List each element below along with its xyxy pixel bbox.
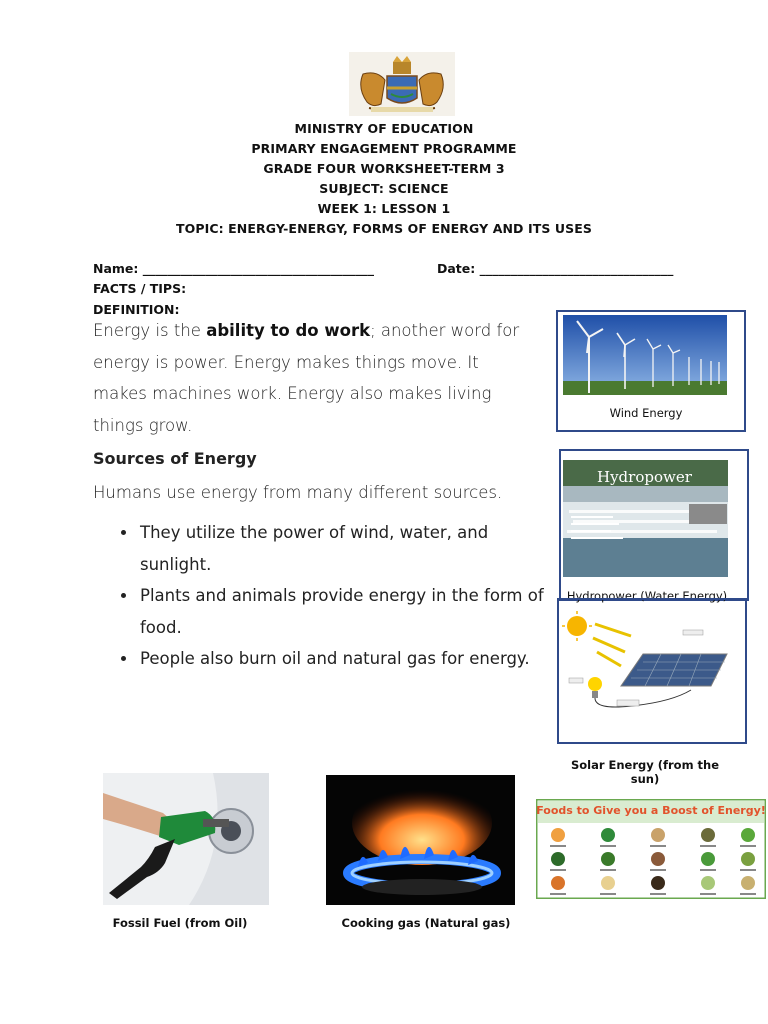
name-field: Name: _____________________________________: [93, 261, 374, 276]
cooking-gas-caption: Cooking gas (Natural gas): [341, 916, 511, 930]
wind-turbines-image: [563, 315, 727, 395]
list-item: • People also burn oil and natural gas for energy.: [138, 643, 558, 675]
sources-intro: Humans use energy from many different sources.: [93, 483, 503, 502]
list-item: • Plants and animals provide energy in the form of food.: [138, 580, 558, 643]
coat-of-arms-logo: [349, 52, 455, 116]
header-programme: PRIMARY ENGAGEMENT PROGRAMME: [251, 141, 517, 156]
header-week-lesson: WEEK 1: LESSON 1: [317, 201, 451, 216]
hydro-title-text: Hydropower: [597, 468, 692, 486]
header-worksheet: GRADE FOUR WORKSHEET-TERM 3: [263, 161, 505, 176]
sources-heading: Sources of Energy: [93, 449, 257, 468]
energy-foods-poster-image: [536, 799, 766, 899]
facts-label: FACTS / TIPS:: [93, 281, 187, 296]
list-item: • They utilize the power of wind, water, and sunlight.: [138, 517, 558, 580]
definition-text-start: Energy is the: [93, 321, 207, 340]
food-poster-title: Foods to Give you a Boost of Energy!: [536, 804, 766, 817]
wind-energy-caption: Wind Energy: [609, 406, 683, 420]
solar-panel-diagram-image: [561, 610, 731, 716]
header-ministry: MINISTRY OF EDUCATION: [294, 121, 474, 136]
definition-label: DEFINITION:: [93, 302, 180, 317]
solar-energy-caption: Solar Energy (from the sun): [570, 758, 720, 786]
fossil-fuel-caption: Fossil Fuel (from Oil): [112, 916, 248, 930]
gas-flame-image: [326, 775, 515, 905]
date-field: Date: _______________________________: [437, 261, 674, 276]
hydropower-caption: Hydropower (Water Energy): [566, 589, 728, 603]
definition-text-end: ; another word for energy is power. Energy makes things move. It makes machines work. Energy also makes living things grow.: [93, 321, 520, 435]
sources-list: [110, 517, 558, 675]
definition-paragraph: [93, 315, 533, 441]
header-subject: SUBJECT: SCIENCE: [319, 181, 449, 196]
header-topic: TOPIC: ENERGY-ENERGY, FORMS OF ENERGY AND ITS USES: [175, 221, 593, 236]
definition-bold-phrase: ability to do work: [206, 321, 371, 340]
fuel-pump-nozzle-image: [103, 773, 269, 905]
hydropower-dam-image: [563, 460, 728, 577]
